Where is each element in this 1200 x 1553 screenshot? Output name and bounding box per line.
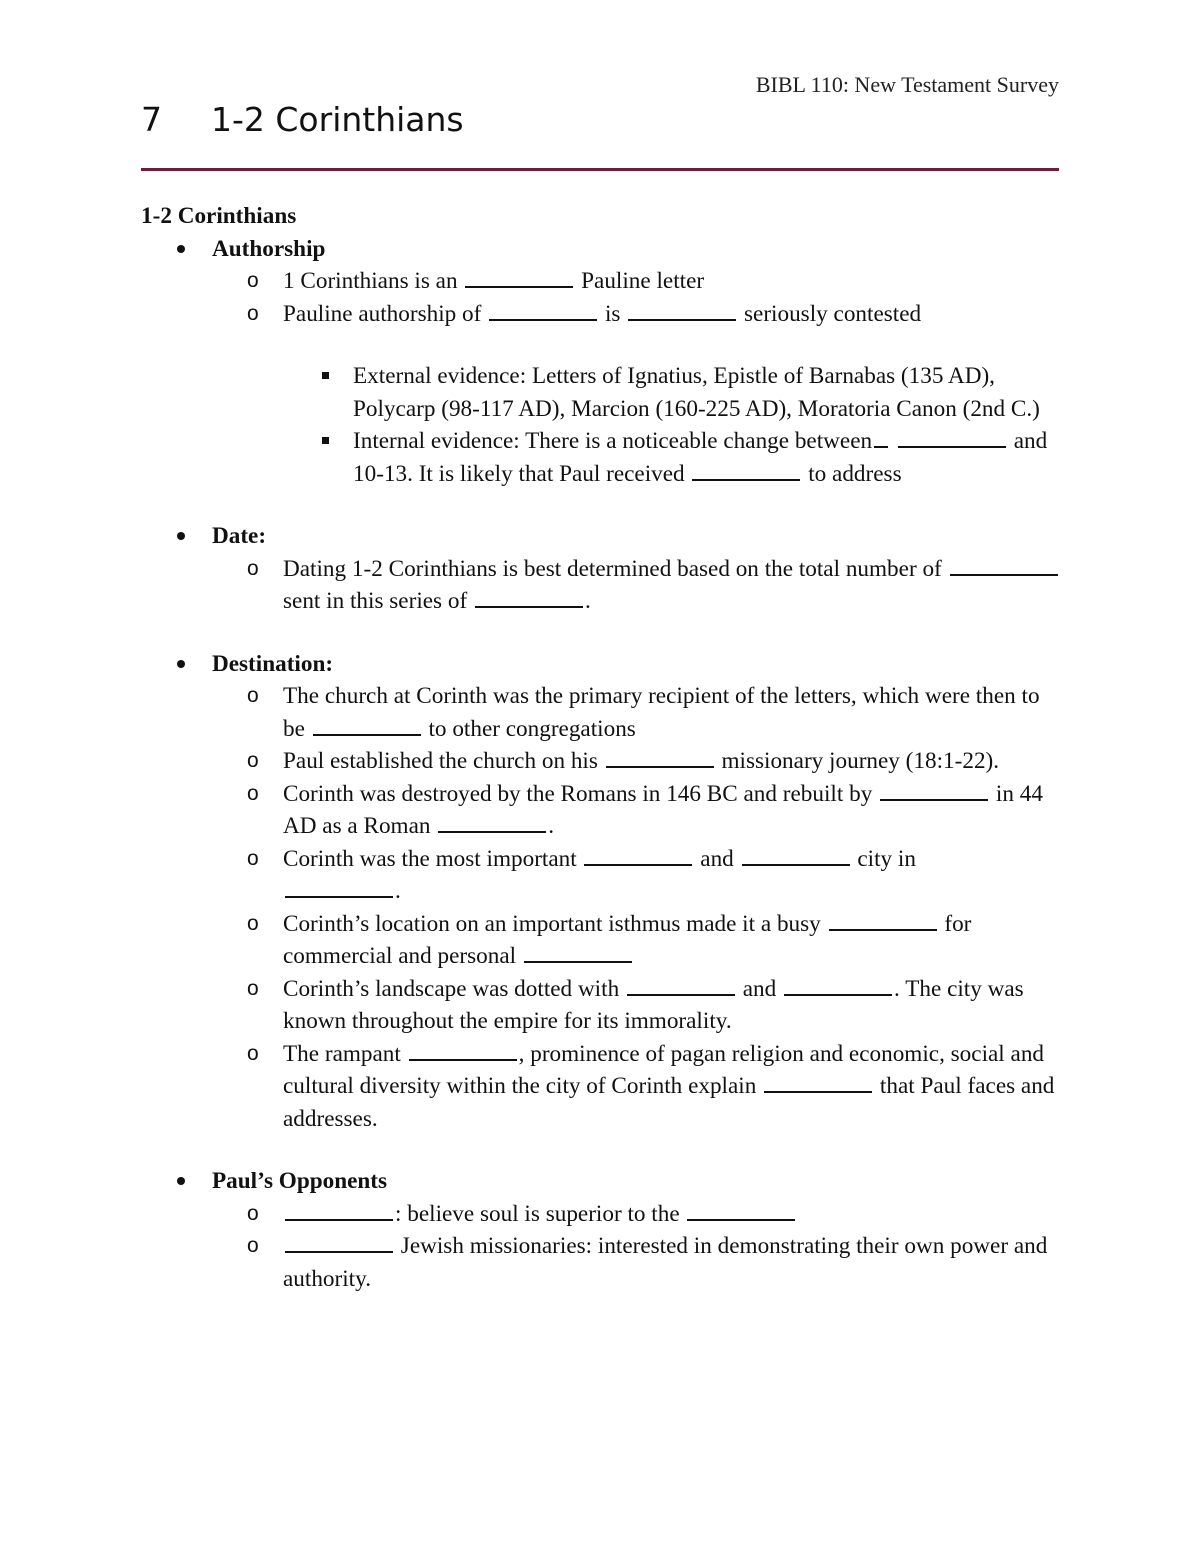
bullet-icon bbox=[177, 245, 185, 253]
circle-bullet-icon: o bbox=[247, 684, 259, 707]
fill-blank[interactable] bbox=[692, 459, 800, 481]
notes-body bbox=[141, 200, 1061, 1295]
destination-item-7: o The rampant , prominence of pagan religion and economic, social and cultural diversity within the city of Corinth explain that Paul faces and addresses. bbox=[141, 1038, 1061, 1136]
circle-bullet-icon: o bbox=[247, 556, 259, 580]
fill-blank[interactable] bbox=[950, 554, 1058, 576]
date-heading: Date: bbox=[141, 520, 1061, 553]
bullet-icon bbox=[177, 660, 185, 668]
fill-blank[interactable] bbox=[880, 779, 988, 801]
chapter-number: 7 bbox=[141, 100, 162, 139]
chapter-heading bbox=[141, 100, 464, 139]
circle-bullet-icon: o bbox=[247, 749, 259, 772]
date-item-1: o Dating 1-2 Corinthians is best determined based on the total number of sent in this series of . bbox=[141, 553, 1061, 618]
destination-item-2: o Paul established the church on his missionary journey (18:1-22). bbox=[141, 745, 1061, 778]
fill-blank[interactable] bbox=[285, 876, 393, 898]
fill-blank[interactable] bbox=[874, 426, 888, 448]
fill-blank[interactable] bbox=[627, 974, 735, 996]
fill-blank[interactable] bbox=[285, 1231, 393, 1253]
authorship-heading: Authorship bbox=[141, 233, 1061, 266]
circle-bullet-icon: o bbox=[247, 1201, 259, 1225]
destination-item-3: o Corinth was destroyed by the Romans in 146 BC and rebuilt by in 44 AD as a Roman . bbox=[141, 778, 1061, 843]
fill-blank[interactable] bbox=[285, 1199, 393, 1221]
internal-evidence: Internal evidence: There is a noticeable change between and 10-13. It is likely that Paul received to address bbox=[141, 425, 1061, 490]
course-header: BIBL 110: New Testament Survey bbox=[755, 72, 1059, 97]
heading-rule bbox=[141, 168, 1059, 171]
fill-blank[interactable] bbox=[687, 1199, 795, 1221]
fill-blank[interactable] bbox=[764, 1071, 872, 1093]
circle-bullet-icon: o bbox=[247, 301, 259, 325]
fill-blank[interactable] bbox=[313, 714, 421, 736]
circle-bullet-icon: o bbox=[247, 846, 259, 870]
authorship-item-2: o Pauline authorship of is seriously contested bbox=[141, 298, 1061, 331]
section-title: 1-2 Corinthians bbox=[141, 203, 297, 229]
destination-item-4: o Corinth was the most important and city in . bbox=[141, 843, 1061, 908]
circle-bullet-icon: o bbox=[247, 269, 259, 292]
destination-item-5: o Corinth’s location on an important isthmus made it a busy for commercial and personal bbox=[141, 908, 1061, 973]
circle-bullet-icon: o bbox=[247, 1234, 259, 1257]
circle-bullet-icon: o bbox=[247, 976, 259, 1000]
circle-bullet-icon: o bbox=[247, 781, 259, 805]
fill-blank[interactable] bbox=[898, 426, 1006, 448]
fill-blank[interactable] bbox=[784, 974, 892, 996]
fill-blank[interactable] bbox=[584, 844, 692, 866]
opponents-item-2: o Jewish missionaries: interested in demonstrating their own power and authority. bbox=[141, 1230, 1061, 1295]
circle-bullet-icon: o bbox=[247, 1041, 259, 1065]
bullet-icon bbox=[177, 532, 185, 540]
fill-blank[interactable] bbox=[438, 811, 546, 833]
destination-item-1: o The church at Corinth was the primary recipient of the letters, which were then to be to other congregations bbox=[141, 680, 1061, 745]
bullet-icon bbox=[177, 1177, 185, 1185]
opponents-item-1: o : believe soul is superior to the bbox=[141, 1198, 1061, 1231]
square-bullet-icon bbox=[322, 437, 329, 444]
fill-blank[interactable] bbox=[829, 909, 937, 931]
fill-blank[interactable] bbox=[475, 586, 583, 608]
fill-blank[interactable] bbox=[742, 844, 850, 866]
square-bullet-icon bbox=[322, 372, 329, 379]
fill-blank[interactable] bbox=[465, 266, 573, 288]
chapter-title: 1-2 Corinthians bbox=[211, 100, 464, 139]
external-evidence: External evidence: Letters of Ignatius, Epistle of Barnabas (135 AD), Polycarp (98-117 AD), Marcion (160-225 AD), Moratoria Canon (2nd C.) bbox=[141, 360, 1061, 425]
circle-bullet-icon: o bbox=[247, 911, 259, 935]
fill-blank[interactable] bbox=[489, 299, 597, 321]
destination-item-6: o Corinth’s landscape was dotted with and . The city was known throughout the empire for its immorality. bbox=[141, 973, 1061, 1038]
fill-blank[interactable] bbox=[524, 941, 632, 963]
fill-blank[interactable] bbox=[409, 1039, 517, 1061]
fill-blank[interactable] bbox=[606, 746, 714, 768]
destination-heading: Destination: bbox=[141, 648, 1061, 681]
opponents-heading: Paul’s Opponents bbox=[141, 1165, 1061, 1198]
authorship-item-1: o 1 Corinthians is an Pauline letter bbox=[141, 265, 1061, 298]
fill-blank[interactable] bbox=[628, 299, 736, 321]
